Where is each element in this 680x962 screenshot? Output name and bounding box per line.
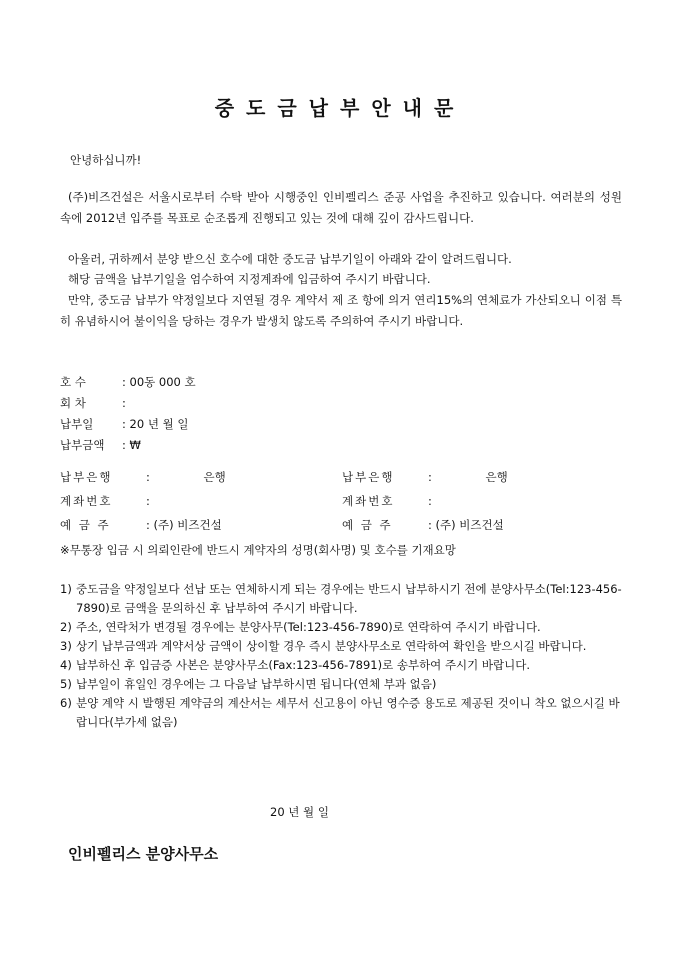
deposit-notice: ※무통장 입금 시 의뢰인란에 반드시 계약자의 성명(회사명) 및 호수를 기재요망	[60, 543, 456, 557]
list-text: 상기 납부금액과 계약서상 금액이 상이할 경우 즉시 분양사무소로 연락하여 확인을 받으시길 바랍니다.	[76, 639, 587, 653]
bank-label: 예 금 주	[60, 518, 111, 532]
field-label: 회 차	[60, 396, 86, 410]
field-label: 납부금액	[60, 438, 105, 452]
field-value: 20 년 월 일	[129, 417, 189, 431]
list-item	[60, 618, 625, 637]
field-row-amount: 납부금액 : ₩	[60, 435, 196, 456]
list-item	[60, 637, 625, 656]
office-signature: 인비펠리스 분양사무소	[68, 845, 219, 863]
paragraph-deposit: 해당 금액을 납부기일을 엄수하여 지정계좌에 입금하여 주시기 바랍니다.	[68, 272, 431, 286]
list-item	[60, 656, 625, 675]
field-row-round: 회 차 :	[60, 393, 196, 414]
bank-info-right: 납부은행 : 은행 계좌번호 : 예 금 주 : (주) 비즈건설	[342, 465, 508, 537]
list-number: 3)	[60, 639, 72, 653]
bank-label: 예 금 주	[342, 518, 393, 532]
bank-label: 납부은행	[60, 470, 113, 484]
paragraph-intro: (주)비즈건설은 서울시로부터 수탁 받아 시행중인 인비펠리스 준공 사업을 추진하고 있습니다. 여러분의 성원 속에 2012년 입주를 목표로 순조롭게 진행되고 있는 것에 대해 깊이 감사드립니다.	[60, 190, 622, 225]
list-number: 5)	[60, 677, 72, 691]
list-text: 납부하신 후 입금증 사본은 분양사무소(Fax:123-456-7891)로 송부하여 주시기 바랍니다.	[76, 658, 531, 672]
list-item	[60, 675, 625, 694]
instructions-list	[60, 580, 625, 732]
paragraph-notice: 아울러, 귀하께서 분양 받으신 호수에 대한 중도금 납부기일이 아래와 같이 알려드립니다.	[68, 252, 512, 266]
bank-info-left: 납부은행 : 은행 계좌번호 : 예 금 주 : (주) 비즈건설	[60, 465, 226, 537]
bank-value: (주) 비즈건설	[435, 518, 504, 532]
list-number: 6)	[60, 696, 72, 710]
document-title: 중도금납부안내문	[214, 96, 466, 120]
payment-fields	[60, 372, 196, 456]
field-value: ₩	[129, 438, 141, 452]
bank-value: 은행	[485, 470, 508, 484]
field-row-date: 납부일 : 20 년 월 일	[60, 414, 196, 435]
list-text: 분양 계약 시 발행된 계약금의 계산서는 세무서 신고용이 아닌 영수증 용도로 제공된 것이니 착오 없으시길 바랍니다(부가세 없음)	[76, 696, 620, 729]
field-label: 납부일	[60, 417, 94, 431]
list-item	[60, 580, 625, 618]
list-text: 중도금을 약정일보다 선납 또는 연체하시게 되는 경우에는 반드시 납부하시기 전에 분양사무소(Tel:123-456-7890)로 금액을 문의하신 후 납부하여 주시기 바랍니다.	[76, 582, 622, 615]
bank-label: 계좌번호	[60, 494, 113, 508]
issue-date: 20 년 월 일	[270, 805, 329, 819]
field-row-unit: 호 수 : 00동 000 호	[60, 372, 196, 393]
list-item	[60, 694, 625, 732]
bank-value: (주) 비즈건설	[153, 518, 222, 532]
field-label: 호 수	[60, 375, 86, 389]
bank-label: 납부은행	[342, 470, 395, 484]
list-text: 납부일이 휴일인 경우에는 그 다음날 납부하시면 됩니다(연체 부과 없음)	[76, 677, 437, 691]
bank-value: 은행	[203, 470, 226, 484]
list-text: 주소, 연락처가 변경될 경우에는 분양사무(Tel:123-456-7890)로 연락하여 주시기 바랍니다.	[76, 620, 541, 634]
bank-label: 계좌번호	[342, 494, 395, 508]
greeting: 안녕하십니까!	[70, 153, 142, 167]
paragraph-penalty: 만약, 중도금 납부가 약정일보다 지연될 경우 계약서 제 조 항에 의거 연리15%의 연체료가 가산되오니 이점 특히 유념하시어 불이익을 당하는 경우가 발생치 않도록 주의하여 주시기 바랍니다.	[60, 293, 622, 328]
list-number: 1)	[60, 582, 72, 596]
field-value: 00동 000 호	[129, 375, 196, 389]
list-number: 4)	[60, 658, 72, 672]
list-number: 2)	[60, 620, 72, 634]
